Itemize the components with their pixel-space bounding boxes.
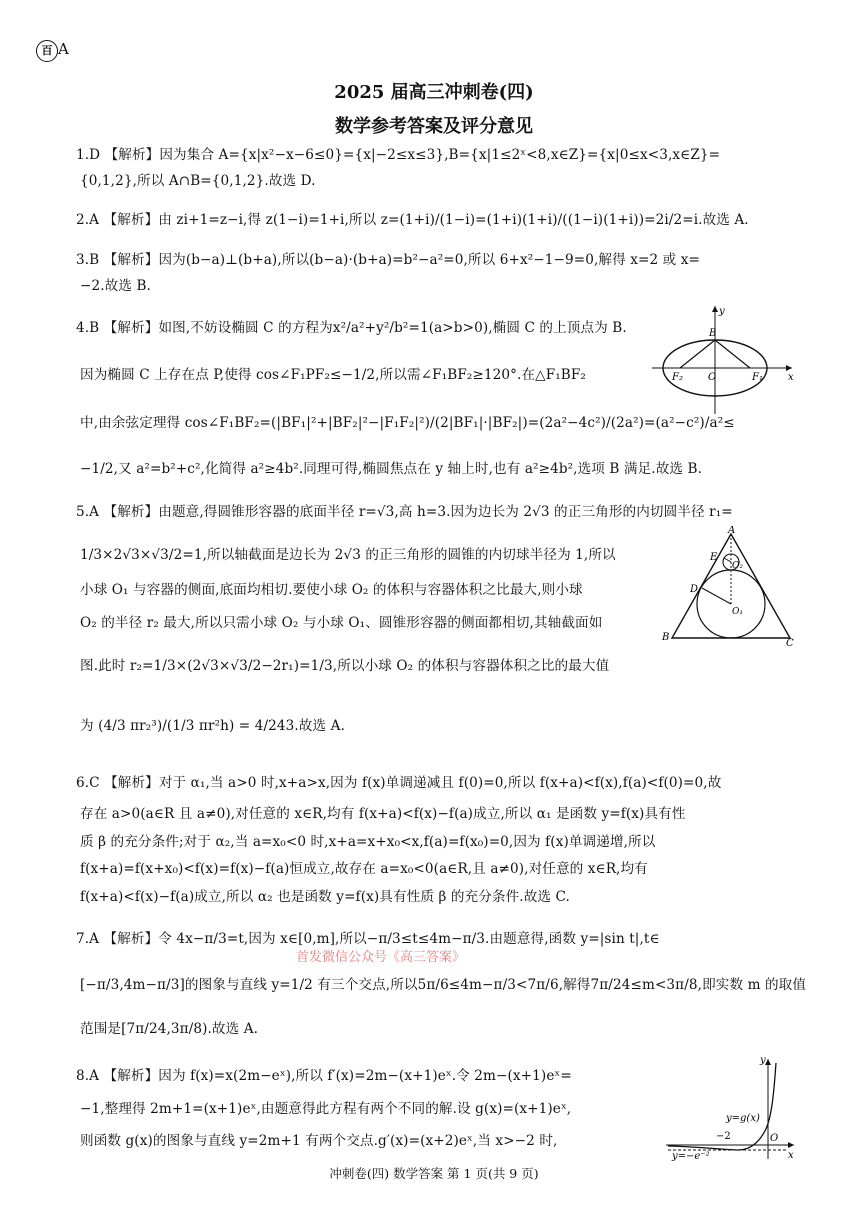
- header-logo: [36, 40, 69, 62]
- answer-line: 8.A 【解析】因为 f(x)=x(2m−eˣ),所以 f′(x)=2m−(x+1)eˣ.令 2m−(x+1)eˣ=: [76, 1068, 572, 1084]
- fig4-label: F₁: [752, 372, 763, 383]
- answer-line: −1/2,又 a²=b²+c²,化简得 a²≥4b².同理可得,椭圆焦点在 y 轴上时,也有 a²≥4b²,选项 B 满足.故选 B.: [80, 461, 703, 477]
- answer-line: 范围是[7π/24,3π/8).故选 A.: [80, 1021, 259, 1037]
- logo-seal: 百: [36, 40, 58, 62]
- fig8-label: O: [770, 1133, 779, 1144]
- fig5-label: C: [786, 638, 794, 649]
- answer-line: 图.此时 r₂=1/3×(2√3×√3/2−2r₁)=1/3,所以小球 O₂ 的体积与容器体积之比的最大值: [80, 658, 610, 674]
- answer-line: {0,1,2},所以 A∩B={0,1,2}.故选 D.: [80, 173, 316, 189]
- fig5-label: D: [690, 584, 699, 595]
- fig5-label: A: [728, 526, 736, 536]
- answer-line: 为 (4/3 πr₂³)/(1/3 πr²h) = 4/243.故选 A.: [80, 718, 345, 734]
- page-footer: 冲刺卷(四) 数学答案 第 1 页(共 9 页): [329, 1166, 539, 1181]
- answer-line: 小球 O₁ 与容器的侧面,底面均相切.要使小球 O₂ 的体积与容器体积之比最大,则小球: [80, 582, 583, 598]
- watermark: 首发微信公众号《高三答案》: [296, 950, 466, 965]
- answer-line: 3.B 【解析】因为(b−a)⊥(b+a),所以(b−a)·(b+a)=b²−a²=0,所以 6+x²−1−9=0,解得 x=2 或 x=: [76, 252, 701, 268]
- answer-line: 中,由余弦定理得 cos∠F₁BF₂=(|BF₁|²+|BF₂|²−|F₁F₂|²)/(2|BF₁|·|BF₂|)=(2a²−4c²)/(2a²)=(a²−c²)/a²≤: [80, 415, 735, 431]
- fig4-label: B: [709, 328, 717, 339]
- fig8-label: y=g(x): [726, 1113, 760, 1124]
- answer-line: 5.A 【解析】由题意,得圆锥形容器的底面半径 r=√3,高 h=3.因为边长为 2√3 的正三角形的内切圆半径 r₁=: [76, 504, 733, 520]
- fig5-label: O₂: [732, 561, 743, 571]
- ellipse-figure: [652, 300, 802, 418]
- answer-line: −1,整理得 2m+1=(x+1)eˣ,由题意得此方程有两个不同的解.设 g(x)=(x+1)eˣ,: [80, 1101, 572, 1117]
- fig8-label: y: [760, 1055, 766, 1066]
- cone-figure: [660, 526, 800, 650]
- answer-line: 存在 a>0(a∈R 且 a≠0),对任意的 x∈R,均有 f(x+a)<f(x)−f(a)成立,所以 α₁ 是函数 y=f(x)具有性: [80, 806, 686, 822]
- answer-line: 2.A 【解析】由 zi+1=z−i,得 z(1−i)=1+i,所以 z=(1+i)/(1−i)=(1+i)(1+i)/((1−i)(1+i))=2i/2=i.故选 A.: [76, 212, 749, 228]
- function-graph-figure: [664, 1055, 800, 1161]
- answer-line: 1/3×2√3×√3/2=1,所以轴截面是边长为 2√3 的正三角形的圆锥的内切球半径为 1,所以: [80, 547, 616, 563]
- answer-line: 质 β 的充分条件;对于 α₂,当 a=x₀<0 时,x+a=x+x₀<x,f(a)=f(x₀)=0,因为 f(x)单调递增,所以: [80, 834, 656, 850]
- fig4-label: F₂: [672, 372, 683, 383]
- fig8-label: −2: [716, 1131, 731, 1142]
- logo-suffix: A: [58, 40, 69, 58]
- fig4-label: O: [708, 372, 717, 383]
- answer-line: 1.D 【解析】因为集合 A={x|x²−x−6≤0}={x|−2≤x≤3},B={x|1≤2ˣ<8,x∈Z}={x|0≤x<3,x∈Z}=: [76, 147, 721, 163]
- answer-line: f(x+a)<f(x)−f(a)成立,所以 α₂ 也是函数 y=f(x)具有性质 β 的充分条件.故选 C.: [80, 889, 570, 905]
- answer-line: [−π/3,4m−π/3]的图象与直线 y=1/2 有三个交点,所以5π/6≤4m−π/3<7π/6,解得7π/24≤m<3π/8,即实数 m 的取值: [80, 977, 807, 993]
- fig5-label: B: [662, 632, 670, 643]
- fig4-label: x: [788, 372, 794, 383]
- answer-line: 因为椭圆 C 上存在点 P,使得 cos∠F₁PF₂≤−1/2,所以需∠F₁BF₂≥120°.在△F₁BF₂: [80, 367, 586, 383]
- answer-line: f(x+a)=f(x+x₀)<f(x)=f(x)−f(a)恒成立,故存在 a=x₀<0(a∈R,且 a≠0),对任意的 x∈R,均有: [80, 861, 648, 877]
- answer-line: 4.B 【解析】如图,不妨设椭圆 C 的方程为x²/a²+y²/b²=1(a>b>0),椭圆 C 的上顶点为 B.: [76, 320, 627, 336]
- answer-line: O₂ 的半径 r₂ 最大,所以只需小球 O₂ 与小球 O₁、圆锥形容器的侧面都相切,其轴截面如: [80, 615, 603, 631]
- fig8-label: y=−e⁻²: [672, 1151, 710, 1161]
- fig5-label: O₁: [732, 607, 743, 617]
- answer-line: 7.A 【解析】令 4x−π/3=t,因为 x∈[0,m],所以−π/3≤t≤4m−π/3.由题意得,函数 y=|sin t|,t∈: [76, 931, 660, 947]
- fig4-label: y: [719, 306, 725, 317]
- fig8-label: x: [788, 1150, 794, 1161]
- page-subtitle: 数学参考答案及评分意见: [335, 116, 533, 137]
- answer-line: −2.故选 B.: [80, 278, 151, 294]
- page-title: 2025 届高三冲刺卷(四): [334, 82, 534, 103]
- fig5-label: E: [710, 552, 718, 563]
- answer-line: 则函数 g(x)的图象与直线 y=2m+1 有两个交点.g′(x)=(x+2)eˣ,当 x>−2 时,: [80, 1133, 558, 1149]
- answer-line: 6.C 【解析】对于 α₁,当 a>0 时,x+a>x,因为 f(x)单调递减且 f(0)=0,所以 f(x+a)<f(x),f(a)<f(0)=0,故: [76, 775, 722, 791]
